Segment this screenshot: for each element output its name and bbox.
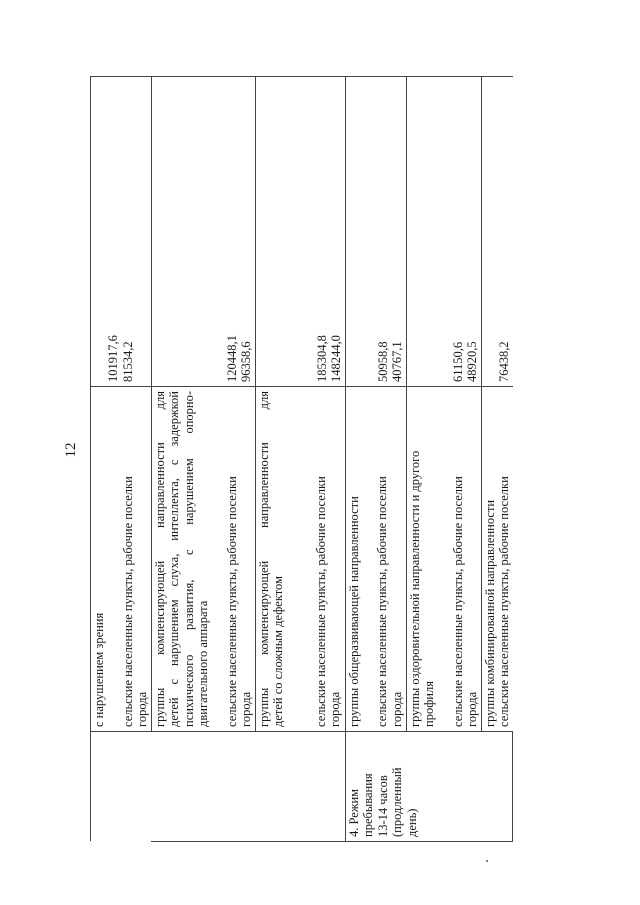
mode-cell (345, 732, 513, 842)
mode-title: 4. Режим пребывания (346, 773, 375, 837)
group-label-cell (481, 387, 513, 732)
value-city: 148244,0 (329, 335, 343, 382)
group-label: с нарушением зрения (92, 612, 106, 727)
value-city: 40767,1 (390, 341, 404, 382)
value-cell (255, 77, 345, 387)
value-cell (91, 77, 152, 387)
group-label: группы компенсирующей направленности для (152, 391, 167, 727)
rotated-table-container (90, 77, 590, 842)
settlement-rural-label: сельские населенные пункты, рабочие поселки (497, 476, 511, 727)
table-row (481, 77, 513, 842)
settlement-city-label: города (239, 691, 253, 727)
group-label: группы комбинированной направленности (482, 499, 497, 727)
tariff-table (90, 76, 513, 842)
page-number: 12 (63, 442, 79, 458)
group-label: психического развития, с нарушением опорно- (181, 391, 196, 727)
settlement-city-label: города (389, 691, 404, 727)
group-label-cell (255, 387, 345, 732)
group-label: группы компенсирующей направленности для (256, 391, 271, 727)
settlement-rural-label: сельские населенные пункты, рабочие поселки (450, 476, 465, 727)
mode-hours: 13-14 часов (375, 775, 390, 837)
scan-speck (486, 860, 488, 862)
table-row (255, 77, 345, 842)
value-rural: 50958,8 (375, 341, 390, 382)
settlement-city-label: города (328, 691, 342, 727)
value-rural: 120448,1 (224, 335, 239, 382)
mode-note: (продленный день) (390, 767, 419, 837)
settlement-rural-label: сельские населенные пункты, рабочие поселки (224, 476, 239, 727)
table-row (345, 77, 406, 842)
group-label: детей с нарушением слуха, интеллекта, с задержкой (167, 391, 181, 727)
table-row (151, 77, 255, 842)
group-label: профиля (422, 681, 436, 727)
value-city: 48920,5 (465, 341, 479, 382)
value-rural: 76438,2 (496, 341, 511, 382)
value-city: 81534,2 (120, 341, 135, 382)
value-city: 96358,6 (239, 341, 253, 382)
mode-cell-empty (151, 732, 255, 842)
mode-cell-empty (255, 732, 345, 842)
group-label-cell (406, 387, 481, 732)
settlement-rural-label: сельские населенные пункты, рабочие поселки (375, 476, 389, 727)
value-cell (406, 77, 481, 387)
value-cell (151, 77, 255, 387)
group-label-cell (345, 387, 406, 732)
table-row (406, 77, 481, 842)
settlement-rural-label: сельские населенные пункты, рабочие поселки (120, 476, 135, 727)
value-rural: 101917,6 (106, 335, 120, 382)
group-label: группы общеразвивающей направленности (346, 496, 361, 727)
group-label-cell (91, 387, 152, 732)
value-cell (481, 77, 513, 387)
value-rural: 61150,6 (450, 341, 465, 382)
group-label: группы оздоровительной направленности и другого (407, 450, 422, 727)
settlement-rural-label: сельские населенные пункты, рабочие поселки (313, 476, 328, 727)
settlement-city-label: города (135, 691, 149, 727)
group-label-cell (151, 387, 255, 732)
value-cell (345, 77, 406, 387)
group-label: детей со сложным дефектом (271, 576, 285, 727)
settlement-city-label: города (465, 691, 479, 727)
table-row (91, 77, 152, 842)
value-rural: 185304,8 (314, 335, 329, 382)
mode-cell-empty (91, 732, 152, 842)
group-label: двигательного аппарата (196, 600, 210, 727)
